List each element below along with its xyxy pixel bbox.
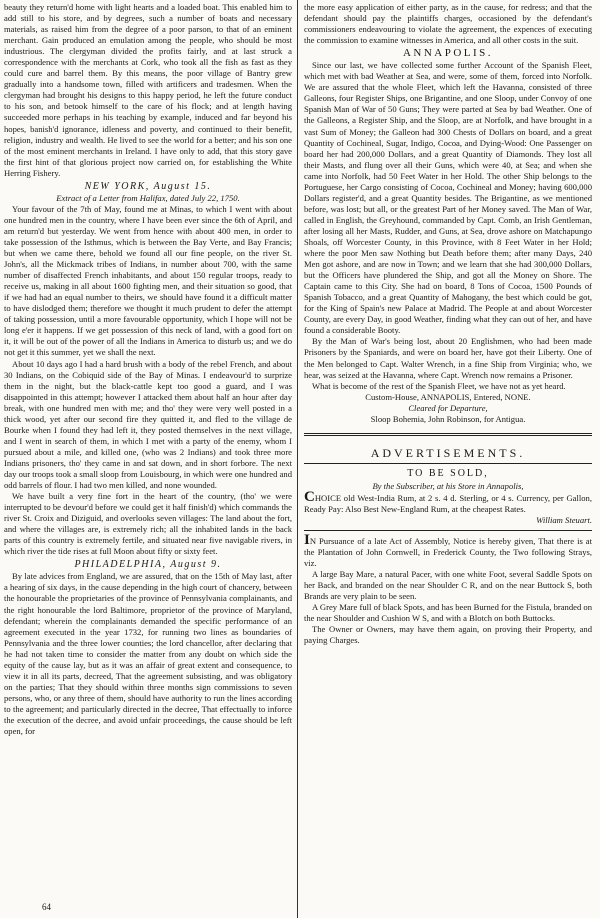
cleared-heading: Cleared for Departure, xyxy=(408,402,488,413)
left-column xyxy=(4,2,292,914)
sloop-entry: Sloop Bohemia, John Robinson, for Antigua. xyxy=(370,413,526,424)
ad-strays-dropcap: I xyxy=(304,532,310,549)
section-rule xyxy=(304,433,592,436)
article-remainder-paragraph: What is become of the rest of the Spanish Fleet, we have not as yet heard. xyxy=(312,380,566,391)
ad-strays-closing: The Owner or Owners, may have them again, on proving their Property, and paying Charges. xyxy=(304,624,592,646)
ad-strays-horse-2: A Grey Mare full of black Spots, and has been Burned for the Fistula, branded on the near Shoulder and Cushion W S, and with a Blotch on both Buttocks. xyxy=(304,602,592,624)
ad-sale-body xyxy=(304,488,592,515)
ad-sale-text: HOICE old West-India Rum, at 2 s. 4 d. Sterling, or 4 s. Currency, per Gallon, Ready Pay: Also Best New-England Rum, at the cheapest Rates. xyxy=(304,492,592,514)
dateline-philadelphia: PHILADELPHIA, August 9. xyxy=(74,559,222,571)
column-divider xyxy=(297,0,298,918)
advertisements-heading: ADVERTISEMENTS. xyxy=(370,445,526,460)
ad-strays-horse-1: A large Bay Mare, a natural Pacer, with one white Foot, several Saddle Spots on her Back, and branded on the near Shoulder C R, and on the near Buttock S, both Brands are very plain to be seen. xyxy=(304,569,592,602)
article-ireland-paragraph: beauty they return'd home with light hearts and a loaded boat. This enabled him to add still to his store, and by degrees, such a number of boats and necessary materials, as raised him from the degree of a poor parson, to that of an eminent merchant. Gain produced an emulation among the people, who should be most industrious. The clergyman divided the profits fairly, and at last struck a correspondence with the merchants at Cork, who took all the fish as fast as they could cure and barrel them. By this means, the poor village of Bantry grew gradually into a handsome town, filled with artificers and tradesmen. When the clergyman had brought his designs to this happy period, he left the future conduct to his son, and betook himself to the care of his flock; and at length having succeeded more perhaps in his teaching by example, induced and far beyond his hopes, banish'd ignorance, idleness and poverty, and continued to their benefit, religion, industry and wealth. He lived to see the world for a better; and his son one of the most eminent merchants in Ireland. I have only to add, that this story gave the first hint of that glorious project now carried on, for establishing the White Herring Fishery. xyxy=(4,2,292,178)
article-minas-paragraph: About 10 days ago I had a hard brush with a body of the rebel French, and about 30 Indians, on the Cobiquid side of the Bay of Minas. I endeavour'd to surprize them in the night, but the black-cattle kept too good a guard, and I was disappointed in this attempt; however I attacked them about half an hour after day break, with one hundred men with me; and tho' they were very well posted in a thick wood, yet after our second fire they quitted it, and fled to the village de Bourke when I found they had left it, they posted themselves in the next village, and I went in search of them, in which I met with a party of the enemy, whom I pursued about a mile, and killed one, (who was 2 Indians) and took three more Indians prisoners, tho' they came in and sat down, and in short forbore. The next day our troops took a small sloop from Louisbourg, in which were one hundred and odd barrels of flour. I had two men killed, and none wounded. xyxy=(4,358,292,491)
dateline-annapolis: ANNAPOLIS. xyxy=(402,47,494,60)
article-halifax-paragraph: Your favour of the 7th of May, found me at Minas, to which I went with about one hundred men in the country, where I have been ever since the 6th of April, and am return'd but yesterday. We went from hence with about 400 men, in order to take possession of the Isthmus, which is between the Bay Verte, and Bay Francis; but when we came there, behold we found all our fine people, on the river St. John's, all the Mickmack tribes of Indians, in number about 700, with the same number of disaffected French inhabitants, and about 150 regular troops, ready to receive us, making in all about 1600 fighting men, and their situation so good, that if we had had an equal number to theirs, we should have found it a difficult matter to have dislodged them; therefore we thought it much prudent to defer the attempt of taking possession, until a more favourable opportunity, which I hope will not be long e'er it happens. If we get possession of this neck of land, with a good fort on it, it will be out of the power of all the Indians in America to disturb us; and we do not get it this summer, yet we shall the next. xyxy=(4,203,292,358)
ad-strays-body xyxy=(304,532,592,569)
page-number: 64 xyxy=(42,902,51,912)
article-prisoners-paragraph: By the Man of War's being lost, about 20 Englishmen, who had been made Prisoners by the Spaniards, and were on board her, have got their Liberty. One of the Men belonged to Capt. Walter Wrench, in a fine Ship from Virginia; who, we hear, was seized at the Havanna, where Capt. Wrench now remains a Prisoner. xyxy=(304,336,592,380)
right-column xyxy=(304,2,592,914)
ad-sale-signature: William Steuart. xyxy=(536,515,592,526)
ad-rule-2 xyxy=(304,530,592,531)
article-continuation-paragraph: the more easy application of either party, as in the cause, for redress; and that the defendant should pay the plaintiffs charges, occasioned by the defendant's commissioners endeavouring to violate the agreement, the expences of executing the commission to examine witnesses in America, and all other costs in the suit. xyxy=(304,2,592,46)
ad-sale-dropcap: C xyxy=(304,488,315,505)
extract-heading: Extract of a Letter from Halifax, dated July 22, 1750. xyxy=(56,192,240,203)
ad-sale-byline: By the Subscriber, at his Store in Annapolis, xyxy=(372,480,524,491)
article-annapolis-paragraph: Since our last, we have collected some further Account of the Spanish Fleet, which met with bad Weather at Sea, and were, some of them, forced into Norfolk. We are assured that the whole Fleet, which left the Havanna, consisted of three Galleons, four Register Ships, one Brigantine, and one Sloop, under Convoy of one Spanish Man of War of 50 Guns; They were parted at Sea by bad Weather. One of the Galleons, a Register Ship, and the Sloop, are at Norfolk, and have brought in a vast Sum of Money; the Galleon had 300 Chests of Dollars on board, and a great Quantity of Cochineal, Sugar, Indigo, Cocoa, and Dying-Wood: One Passenger on board her had 200,000 Dollars, and a great Quantity of Diamonds. They lost all their Masts, and flung over all their Guns, which were 40, at Sea; and when she came into Norfolk, had 50 Feet Water in her Hold. The other Ship belongs to the Portuguese, her Cargo consisting of Cocoa, Cochineal and Money; having 600,000 Dollars register'd, and a great Quantity besides. The Brigantine, as we mentioned before, was lost; but all, or the greatest Part of her Money saved. The Man of War, called in English, the Greyhound, commanded by Capt. Comb, an Irish Gentleman, after losing all her Masts, Rudder, and Guns, at Sea, drove ashore on Matchapungo Shoals, off Worcester County, in this Province, with 8 Feet Water in her Hold; where the poor Men saw Nothing but Death before them; after many Days, 240 Men got ashore, and are now in Town; and we learn that she had 300,000 Dollars, but the Officers have plundered the Ship, and got all the Money on Shore. The Captain came to this City. She had on board, 8 Tons of Cocoa, 1500 Pounds of Spanish Tobacco, and a great Quantity of Mahogany, the best which could be got, for the King of Spain's new Palace at Madrid. The People at and about Worcester County, are every Day, in good Weather, finding what they can out of her, and have found a considerable Booty. xyxy=(304,60,592,336)
ad-rule xyxy=(304,463,592,464)
article-fort-paragraph: We have built a very fine fort in the heart of the country, (tho' we were interrupted to be devour'd before we could get it half finish'd) which commands the river St. Croix and Diziguid, and overlooks seven villages: The land about the fort, and where the villages are, is extremely rich; all the inhabited lands in the back parts of this country is extremely fertile, and situated near five navigable rivers, in which river the tide rises at full Moon about fifty or sixty feet. xyxy=(4,491,292,557)
ad-sale-title: TO BE SOLD, xyxy=(407,467,489,479)
custom-house-heading: Custom-House, ANNAPOLIS, Entered, NONE. xyxy=(365,391,531,402)
ad-strays-text: N Pursuance of a late Act of Assembly, Notice is hereby given, That there is at the Plantation of John Cornwell, in Frederick County, the Two following Strays, viz. xyxy=(304,536,592,569)
article-philadelphia-paragraph: By late advices from England, we are assured, that on the 15th of May last, after a hearing of six days, in the cause depending in the high court of chancery, between the honourable the proprietaries of the province of Pennsylvania complainants, and the right honourable the lord Baltimore, proprietor of the province of Maryland, defendant; wherein the complainants demanded the specific performance of an agreement executed in the year 1732, for running two lines as boundaries of Pennsylvania and the three lower counties; the lord chancellor, after declaring that he had not taken time to consider the matter from any doubt on which side the equity of the cause lay, but as it was an affair of great extent and consequence, to view it in all its parts, decreed, That the agreement subsisting, and was obligatory on the parties; That they should within three months sign commissions to seven persons, who, or any three of them, should have authority to run the lines according to the agreement; and particularly directed in the decree, That effectually to inforce the execution of the decree, and avoid unfair proceedings, the cause should be left open, for xyxy=(4,571,292,737)
dateline-new-york: NEW YORK, August 15. xyxy=(84,180,212,192)
